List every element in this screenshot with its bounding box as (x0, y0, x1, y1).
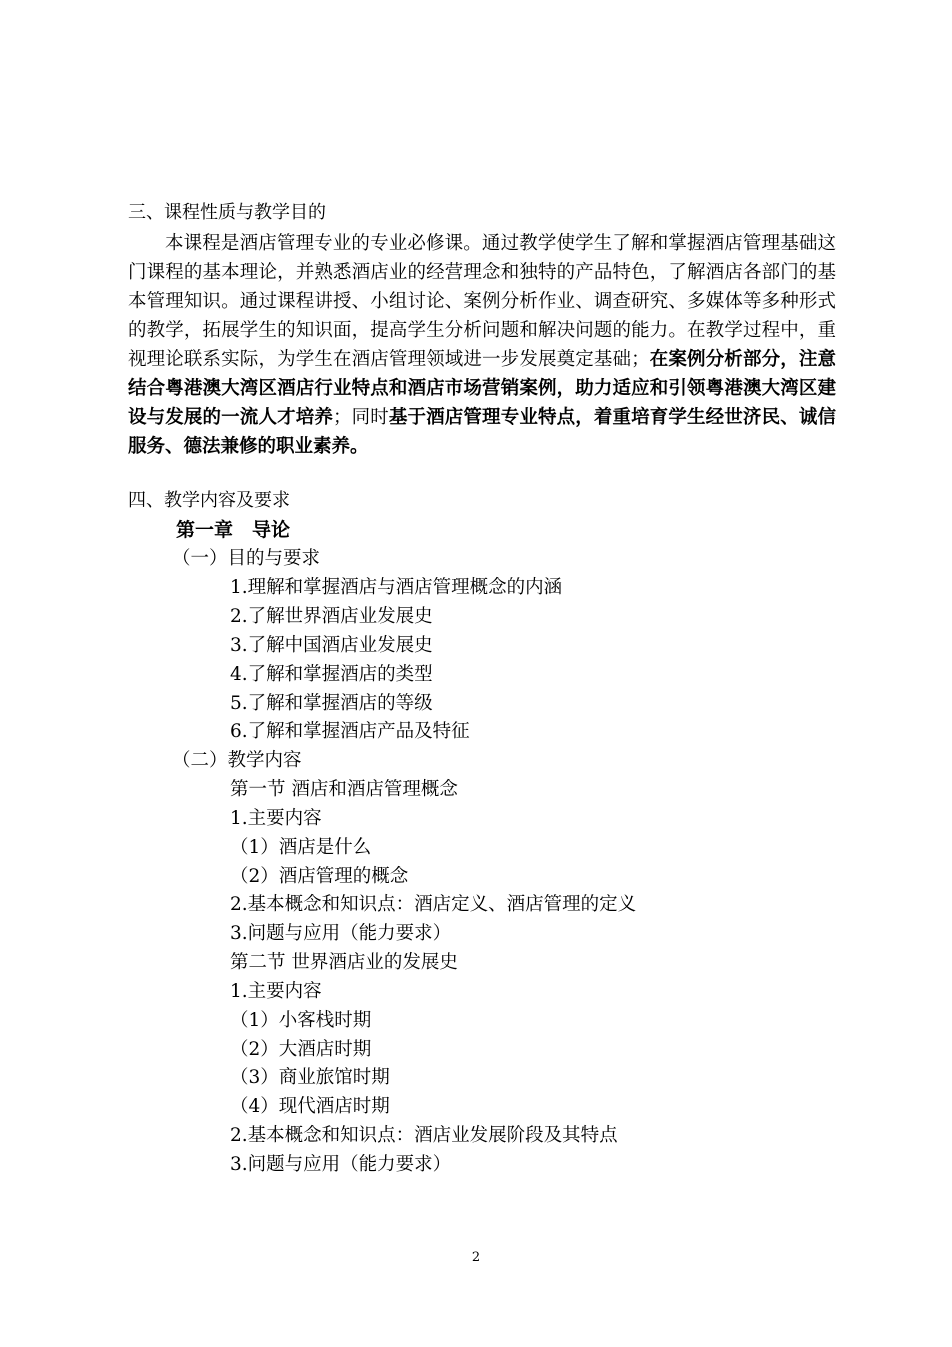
chapter-title: 第一章 导论 (176, 519, 291, 541)
part1-heading: （一）目的与要求 (172, 548, 321, 569)
section4-heading: 四、教学内容及要求 (128, 490, 290, 511)
page-number: 2 (471, 1250, 481, 1265)
section1-application: 3.问题与应用（能力要求） (230, 923, 452, 944)
section1-concepts: 2.基本概念和知识点：酒店定义、酒店管理的定义 (230, 894, 637, 915)
section2-title: 第二节 世界酒店业的发展史 (230, 952, 458, 973)
section1-title: 第一节 酒店和酒店管理概念 (230, 779, 458, 800)
objective-item: 2.了解世界酒店业发展史 (230, 606, 433, 627)
section2-subitem: （4）现代酒店时期 (230, 1096, 390, 1117)
section2-subitem: （3）商业旅馆时期 (230, 1067, 390, 1088)
objective-item: 6.了解和掌握酒店产品及特征 (230, 721, 470, 742)
section2-subitem: （2）大酒店时期 (230, 1039, 372, 1060)
section2-main: 1.主要内容 (230, 981, 322, 1002)
section2-concepts: 2.基本概念和知识点：酒店业发展阶段及其特点 (230, 1125, 618, 1146)
section2-subitem: （1）小客栈时期 (230, 1010, 372, 1031)
objective-item: 4.了解和掌握酒店的类型 (230, 664, 433, 685)
part2-heading: （二）教学内容 (172, 750, 302, 771)
section1-subitem: （1）酒店是什么 (230, 837, 372, 858)
objective-item: 3.了解中国酒店业发展史 (230, 635, 433, 656)
objective-item: 1.理解和掌握酒店与酒店管理概念的内涵 (230, 577, 563, 598)
objective-item: 5.了解和掌握酒店的等级 (230, 693, 433, 714)
section2-application: 3.问题与应用（能力要求） (230, 1154, 452, 1175)
section3-paragraph (128, 229, 836, 461)
section1-main: 1.主要内容 (230, 808, 322, 829)
paragraph-bold-text-2: 基于酒店管理专业特点，着重培育学生经世济民、诚信服务、德法兼修的职业素养。 (128, 407, 836, 457)
paragraph-text: 本课程是酒店管理专业的专业必修课。通过教学使学生了解和掌握酒店管理基础这门课程的基本理论，并熟悉酒店业的经营理念和独特的产品特色，了解酒店各部门的基本管理知识。通过课程讲授、小组讨论、案例分析作业、调查研究、多媒体等多种形式的教学，拓展学生的知识面，提高学生分析问题和解决问题的能力。在教学过程中，重视理论联系实际，为学生在酒店管理领域进一步发展奠定基础； (128, 233, 836, 370)
section3-heading: 三、课程性质与教学目的 (128, 202, 326, 223)
paragraph-bold-text: 在案例分析部分，注意结合粤港澳大湾区酒店行业特点和酒店市场营销案例，助力适应和引领粤港澳大湾区建设与发展的一流人才培养 (128, 349, 836, 428)
section1-subitem: （2）酒店管理的概念 (230, 866, 409, 887)
paragraph-text-2: ；同时 (332, 407, 389, 428)
